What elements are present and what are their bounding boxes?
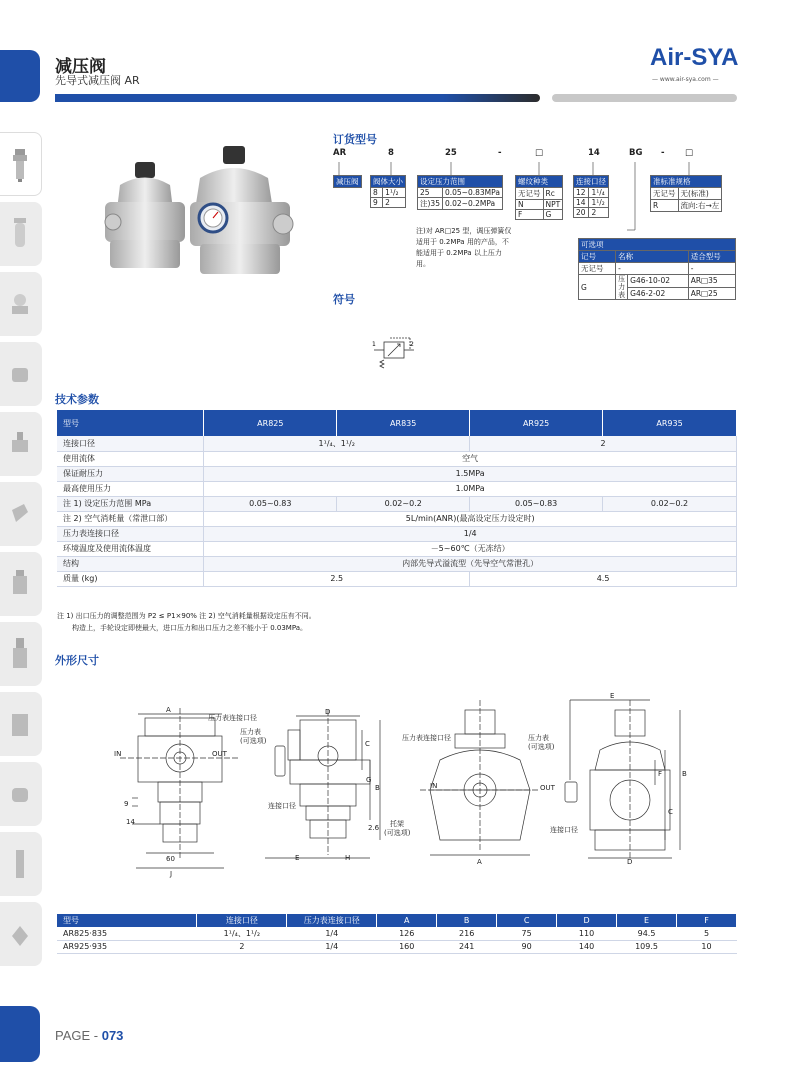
dims-row: AR925·935 2 1/4 160 241 90 140 109.5 10 <box>57 940 737 953</box>
side-tab-cylinder[interactable] <box>0 622 42 686</box>
side-tab-solenoid[interactable] <box>0 482 42 546</box>
fitting-icon <box>10 356 30 392</box>
svg-text:OUT: OUT <box>212 750 227 758</box>
svg-text:H: H <box>345 854 351 862</box>
side-tab-actuator[interactable] <box>0 692 42 756</box>
port-header: 连接口径 <box>574 176 609 188</box>
accessory-icon <box>10 916 30 952</box>
spec-row: 注 2) 空气消耗量（常泄口部） 5L/min(ANR)(最高设定压力设定时) <box>57 511 737 526</box>
dims-title: 外形尺寸 <box>55 654 99 667</box>
svg-text:(可选项): (可选项) <box>384 829 411 837</box>
svg-text:1: 1 <box>372 341 376 348</box>
svg-text:B: B <box>682 770 687 778</box>
spec-row: 注 1) 设定压力范围 MPa 0.05~0.83 0.02~0.2 0.05~0.83 0.02~0.2 <box>57 496 737 511</box>
side-tab-filter[interactable] <box>0 202 42 266</box>
header-bar-gray <box>552 94 737 102</box>
standard-table: 准标准规格 无记号 无(标准) R 流向:右→左 <box>650 175 722 212</box>
standard-header: 准标准规格 <box>651 176 722 188</box>
thread-header: 螺纹种类 <box>516 176 563 188</box>
svg-text:B: B <box>375 784 380 792</box>
code-pressure: 25 <box>445 148 457 158</box>
svg-text:E: E <box>295 854 300 862</box>
section-tab-top <box>0 50 40 102</box>
svg-text:A: A <box>477 858 482 866</box>
svg-text:(可选项): (可选项) <box>528 743 555 751</box>
header-bar <box>55 94 540 102</box>
code-port: 14 <box>588 148 600 158</box>
spec-row: 使用流体 空气 <box>57 451 737 466</box>
product-photo <box>95 140 295 280</box>
svg-text:A: A <box>166 706 171 714</box>
solenoid-icon <box>10 496 30 532</box>
side-tab-valve[interactable] <box>0 412 42 476</box>
connector-icon <box>10 776 30 812</box>
svg-text:C: C <box>668 808 673 816</box>
svg-text:压力表: 压力表 <box>240 728 261 736</box>
dims-row: AR825·835 1¹/₄、1¹/₂ 1/4 126 216 75 110 94.5 5 <box>57 927 737 940</box>
spec-row: 环境温度及使用流体温度 －5~60℃（无冻结） <box>57 541 737 556</box>
specs-note-1: 注 1) 出口压力的调整范围为 P2 ≤ P1×90% 注 2) 空气消耗量根据设定压有不同。 <box>57 612 316 620</box>
body-size-header: 阀体大小 <box>371 176 406 188</box>
body-size-table: 阀体大小 8 1¹/₂ 9 2 <box>370 175 406 208</box>
pressure-table: 设定压力范围 25 0.05~0.83MPa 注)35 0.02~0.2MPa <box>417 175 503 210</box>
order-section-title: 订货型号 <box>333 133 377 146</box>
svg-text:压力表连接口径: 压力表连接口径 <box>208 714 257 722</box>
svg-text:60: 60 <box>166 855 175 863</box>
svg-text:连接口径: 连接口径 <box>550 826 578 834</box>
svg-text:9: 9 <box>124 800 129 808</box>
svg-text:2: 2 <box>410 341 414 348</box>
side-tab-manifold[interactable] <box>0 552 42 616</box>
symbol-title: 符号 <box>333 293 355 306</box>
actuator-icon <box>10 706 30 742</box>
svg-text:G: G <box>366 776 372 784</box>
svg-text:托架: 托架 <box>390 820 404 828</box>
spec-row: 结构 内部先导式溢流型（先导空气常泄孔） <box>57 556 737 571</box>
svg-text:C: C <box>365 740 370 748</box>
svg-text:(可选项): (可选项) <box>240 737 267 745</box>
gauge-icon <box>10 286 30 322</box>
svg-text:压力表: 压力表 <box>528 734 549 742</box>
page-subtitle: 先导式减压阀 AR <box>55 74 140 87</box>
regulator-symbol <box>370 332 420 372</box>
regulator-icon <box>10 147 30 183</box>
valve-header: 减压阀 <box>334 176 362 188</box>
specs-note-2: 构造上，手轮设定即使最大，进口压力和出口压力之差不能小于 0.03MPa。 <box>72 624 308 632</box>
cylinder-icon <box>10 636 30 672</box>
spec-row: 保证耐压力 1.5MPa <box>57 466 737 481</box>
page-title: 减压阀 <box>55 57 106 77</box>
side-tab-gauge[interactable] <box>0 272 42 336</box>
spec-row: 压力表连接口径 1/4 <box>57 526 737 541</box>
side-tab-fitting[interactable] <box>0 342 42 406</box>
svg-text:14: 14 <box>126 818 135 826</box>
svg-text:连接口径: 连接口径 <box>268 802 296 810</box>
specs-table: 型号 AR825 AR835 AR925 AR935 连接口径 1¹/₄、1¹/₂ 2 使用流体 空气 保证耐压力 1.5MPa 最高使用压力 1.0MPa 注 1) 设定压力范围 MPa 0.05~0.83 0.02~0.2 0.05~0.83 0.02~0.2 注 2) 空气消耗量（常泄口部） 5L/min(ANR)(最高设定压力设定时) 压力表连接口径 1/4 环境温度及使用流体温度 －5~60℃（无冻结） 结构 内部先导式溢流型（先导空气常泄孔） 质量 (kg) 2.5 4.5 <box>57 410 737 587</box>
pressure-header: 设定压力范围 <box>418 176 503 188</box>
filter-icon <box>10 216 30 252</box>
spec-row: 连接口径 1¹/₄、1¹/₂ 2 <box>57 436 737 451</box>
svg-text:F: F <box>658 770 663 778</box>
code-standard: □ <box>685 148 694 158</box>
svg-text:E: E <box>610 692 615 700</box>
code-body-size: 8 <box>388 148 394 158</box>
spec-row: 最高使用压力 1.0MPa <box>57 481 737 496</box>
brand-logo: Air-SYA <box>650 44 739 71</box>
section-tab-bottom <box>0 1006 40 1062</box>
dims-table: 型号 连接口径 压力表连接口径 A B C D E F AR825·835 1¹/₄、1¹/₂ 1/4 126 216 75 110 94.5 5 AR925·935 2 1/4 160 241 90 140 109.5 10 <box>57 914 737 954</box>
valve-header-box <box>333 175 362 188</box>
options-title: 可选项 <box>579 239 736 251</box>
svg-text:D: D <box>325 708 331 716</box>
code-dash2: - <box>661 148 665 158</box>
svg-text:D: D <box>627 858 633 866</box>
svg-text:IN: IN <box>114 750 122 758</box>
thread-table: 螺纹种类 无记号 Rc N NPT F G <box>515 175 563 220</box>
code-dash: - <box>498 148 502 158</box>
dimension-drawings <box>100 690 750 880</box>
svg-text:IN: IN <box>430 782 438 790</box>
port-table: 连接口径 12 1¹/₄ 14 1¹/₂ 20 2 <box>573 175 609 218</box>
side-tab-regulator[interactable] <box>0 132 42 196</box>
svg-text:OUT: OUT <box>540 784 555 792</box>
side-tab-connector[interactable] <box>0 762 42 826</box>
side-tab-accessory[interactable] <box>0 902 42 966</box>
svg-text:2.6: 2.6 <box>368 824 380 832</box>
page-number: PAGE - 073 <box>55 1028 124 1043</box>
brand-url: — www.air-sya.com — <box>652 76 719 83</box>
code-series: AR <box>333 148 347 158</box>
manifold-icon <box>10 566 30 602</box>
code-option: BG <box>629 148 643 158</box>
svg-text:J: J <box>170 870 173 878</box>
spec-row: 质量 (kg) 2.5 4.5 <box>57 571 737 586</box>
side-tab-silencer[interactable] <box>0 832 42 896</box>
order-note: 注)对 AR□25 型，调压弹簧仅适用于 0.2MPa 用的产品，不能适用于 0.2MPa 以上压力用。 <box>416 227 512 268</box>
valve-icon <box>10 426 30 462</box>
specs-title: 技术参数 <box>55 393 99 406</box>
silencer-icon <box>10 846 30 882</box>
options-table: 可选项 记号 名称 适合型号 无记号 - - G 压力表 G46-10-02 AR□35 G46-2-02 AR□25 <box>578 238 736 300</box>
svg-text:压力表连接口径: 压力表连接口径 <box>402 734 451 742</box>
code-thread: □ <box>535 148 544 158</box>
